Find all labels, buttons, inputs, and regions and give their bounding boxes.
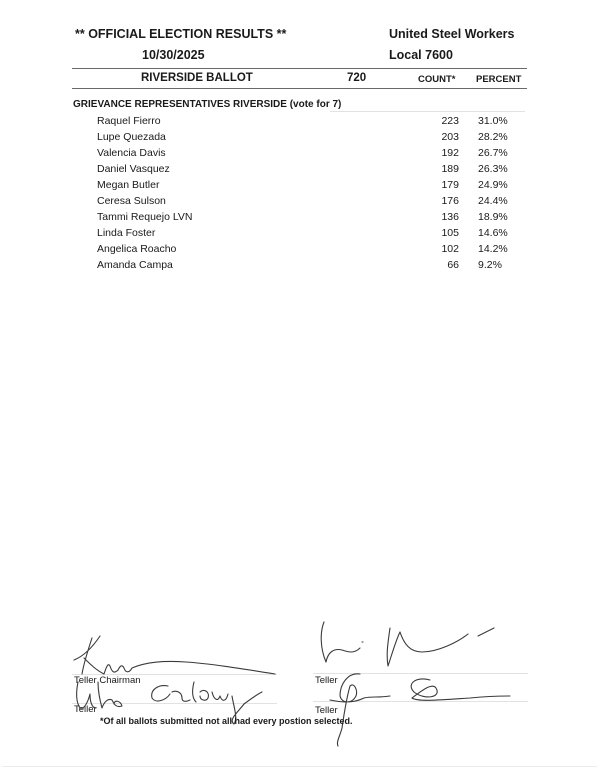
candidate-count: 179 xyxy=(441,179,459,191)
candidate-name: Raquel Fierro xyxy=(97,115,161,127)
table-row xyxy=(0,147,600,163)
table-row xyxy=(0,259,600,275)
candidate-count: 102 xyxy=(441,243,459,255)
candidate-count: 223 xyxy=(441,115,459,127)
header-top-rule xyxy=(72,68,527,69)
candidate-name: Tammi Requejo LVN xyxy=(97,211,193,223)
candidate-name: Valencia Davis xyxy=(97,147,166,159)
percent-column-header: PERCENT xyxy=(476,74,522,85)
footnote: *Of all ballots submitted not all had every postion selected. xyxy=(100,716,353,726)
ballot-name: RIVERSIDE BALLOT xyxy=(141,72,253,84)
race-title: GRIEVANCE REPRESENTATIVES RIVERSIDE (vote for 7) xyxy=(73,99,342,110)
candidate-percent: 9.2% xyxy=(478,259,502,271)
teller-right-top-label: Teller xyxy=(315,675,338,686)
table-row xyxy=(0,195,600,211)
signature-teller-chairman xyxy=(70,630,290,680)
candidate-percent: 26.3% xyxy=(478,163,508,175)
signature-teller-right-top xyxy=(318,618,528,673)
table-row xyxy=(0,227,600,243)
candidate-count: 192 xyxy=(441,147,459,159)
candidate-percent: 26.7% xyxy=(478,147,508,159)
teller-left-label: Teller xyxy=(74,704,97,715)
table-row xyxy=(0,243,600,259)
candidate-percent: 14.6% xyxy=(478,227,508,239)
candidate-name: Linda Foster xyxy=(97,227,156,239)
election-date: 10/30/2025 xyxy=(142,48,205,62)
count-column-header: COUNT* xyxy=(418,74,456,85)
candidate-count: 176 xyxy=(441,195,459,207)
table-row xyxy=(0,179,600,195)
candidate-name: Lupe Quezada xyxy=(97,131,166,143)
candidate-name: Megan Butler xyxy=(97,179,160,191)
signature-teller-right-bottom xyxy=(320,670,520,750)
table-row xyxy=(0,131,600,147)
teller-right-bottom-label: Teller xyxy=(315,705,338,716)
race-title-underline xyxy=(330,111,525,112)
org-name: United Steel Workers xyxy=(389,27,515,41)
candidate-count: 66 xyxy=(447,259,459,271)
candidate-count: 136 xyxy=(441,211,459,223)
header-bottom-rule xyxy=(72,88,527,89)
teller-chairman-label: Teller Chairman xyxy=(74,675,141,686)
candidate-name: Amanda Campa xyxy=(97,259,173,271)
document-title: ** OFFICIAL ELECTION RESULTS ** xyxy=(75,27,287,41)
table-row xyxy=(0,115,600,131)
candidate-percent: 31.0% xyxy=(478,115,508,127)
candidate-name: Ceresa Sulson xyxy=(97,195,166,207)
page-bottom-edge xyxy=(2,766,597,767)
candidate-name: Angelica Roacho xyxy=(97,243,177,255)
candidate-count: 203 xyxy=(441,131,459,143)
ballot-total: 720 xyxy=(347,72,367,84)
table-row xyxy=(0,163,600,179)
candidate-count: 105 xyxy=(441,227,459,239)
candidate-percent: 14.2% xyxy=(478,243,508,255)
candidate-percent: 18.9% xyxy=(478,211,508,223)
candidate-percent: 28.2% xyxy=(478,131,508,143)
table-row xyxy=(0,211,600,227)
candidate-count: 189 xyxy=(441,163,459,175)
candidate-percent: 24.9% xyxy=(478,179,508,191)
candidate-percent: 24.4% xyxy=(478,195,508,207)
org-local: Local 7600 xyxy=(389,48,453,62)
candidate-name: Daniel Vasquez xyxy=(97,163,170,175)
